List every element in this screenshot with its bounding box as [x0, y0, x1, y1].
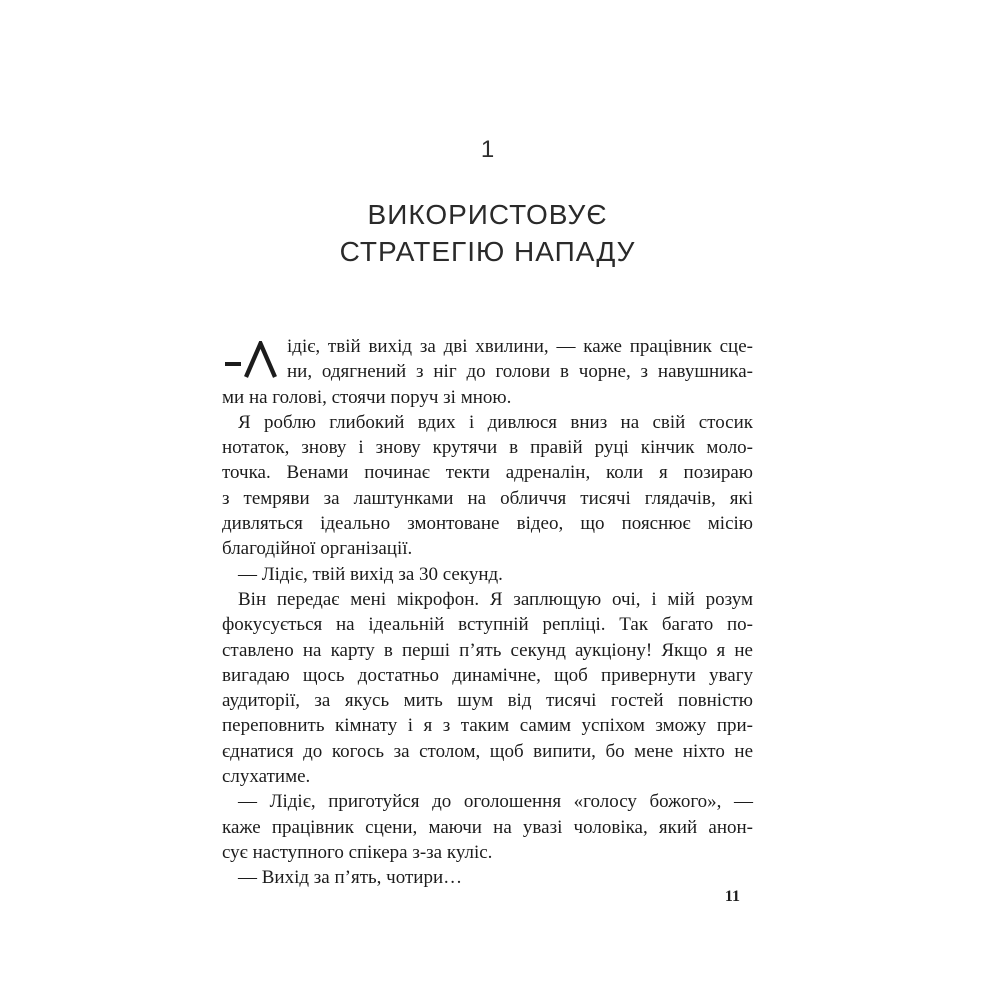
text-line: сує наступного спікера з-за куліс.	[222, 841, 493, 863]
text-line: слухатиме.	[222, 766, 311, 788]
paragraph	[222, 587, 753, 789]
text-line: фокусується на ідеальній вступній репліці. Так багато по-	[222, 614, 753, 636]
paragraph	[222, 334, 753, 410]
text-line: вигадаю щось достатньо динамічне, щоб привернути увагу	[222, 664, 753, 686]
text-block	[222, 0, 753, 1000]
text-line: з темряви за лаштунками на обличчя тисячі глядачів, які	[222, 487, 753, 509]
text-line: — Вихід за п’ять, чотири…	[238, 867, 463, 889]
text-line: нотаток, знову і знову крутячи в правій руці кінчик моло-	[222, 437, 753, 459]
paragraph	[222, 562, 753, 587]
text-line: дивляться ідеально змонтоване відео, що пояснює місію	[222, 513, 753, 535]
text-line: — Лідіє, приготуйся до оголошення «голосу божого», —	[238, 791, 753, 813]
body-text	[222, 334, 753, 891]
text-line: благодійної організації.	[222, 538, 413, 560]
dialogue-dash-icon	[225, 362, 241, 366]
text-line: аудиторії, за якусь мить шум від тисячі гостей повністю	[222, 690, 753, 712]
text-line: Він передає мені мікрофон. Я заплющую очі, і мій розум	[238, 588, 753, 610]
text-line: точка. Венами починає текти адреналін, коли я позираю	[222, 462, 753, 484]
text-line: ставлено на карту в перші п’ять секунд аукціону! Якщо я не	[222, 639, 753, 661]
chapter-title-line-1: ВИКОРИСТОВУЄ	[367, 199, 608, 230]
text-line: ни, одягнений з ніг до голови в чорне, з навушника-	[287, 361, 753, 383]
text-line: переповнить кімнату і я з таким самим успіхом зможу при-	[222, 715, 753, 737]
chapter-number: 1	[480, 136, 495, 163]
chapter-title-line-2: СТРАТЕГІЮ НАПАДУ	[339, 236, 636, 267]
text-line: каже працівник сцени, маючи на увазі чоловіка, який анон-	[222, 816, 753, 838]
text-line: ідіє, твій вихід за дві хвилини, — каже працівник сце-	[287, 336, 753, 357]
drop-cap-letter-icon	[243, 341, 278, 378]
text-line: єднатися до когось за столом, щоб випити, бо мене ніхто не	[222, 740, 753, 762]
dialogue-dash-text	[222, 334, 223, 335]
paragraph	[222, 410, 753, 562]
text-line: — Лідіє, твій вихід за 30 секунд.	[238, 563, 503, 585]
drop-cap	[222, 334, 287, 384]
text-line: ми на голові, стоячи поруч зі мною.	[222, 386, 512, 408]
chapter-title	[222, 196, 753, 270]
drop-cap-letter-text	[222, 334, 223, 335]
paragraph	[222, 865, 753, 890]
paragraph	[222, 789, 753, 865]
page-number: 11	[724, 888, 740, 905]
text-line: Я роблю глибокий вдих і дивлюся вниз на свій стосик	[238, 411, 753, 433]
